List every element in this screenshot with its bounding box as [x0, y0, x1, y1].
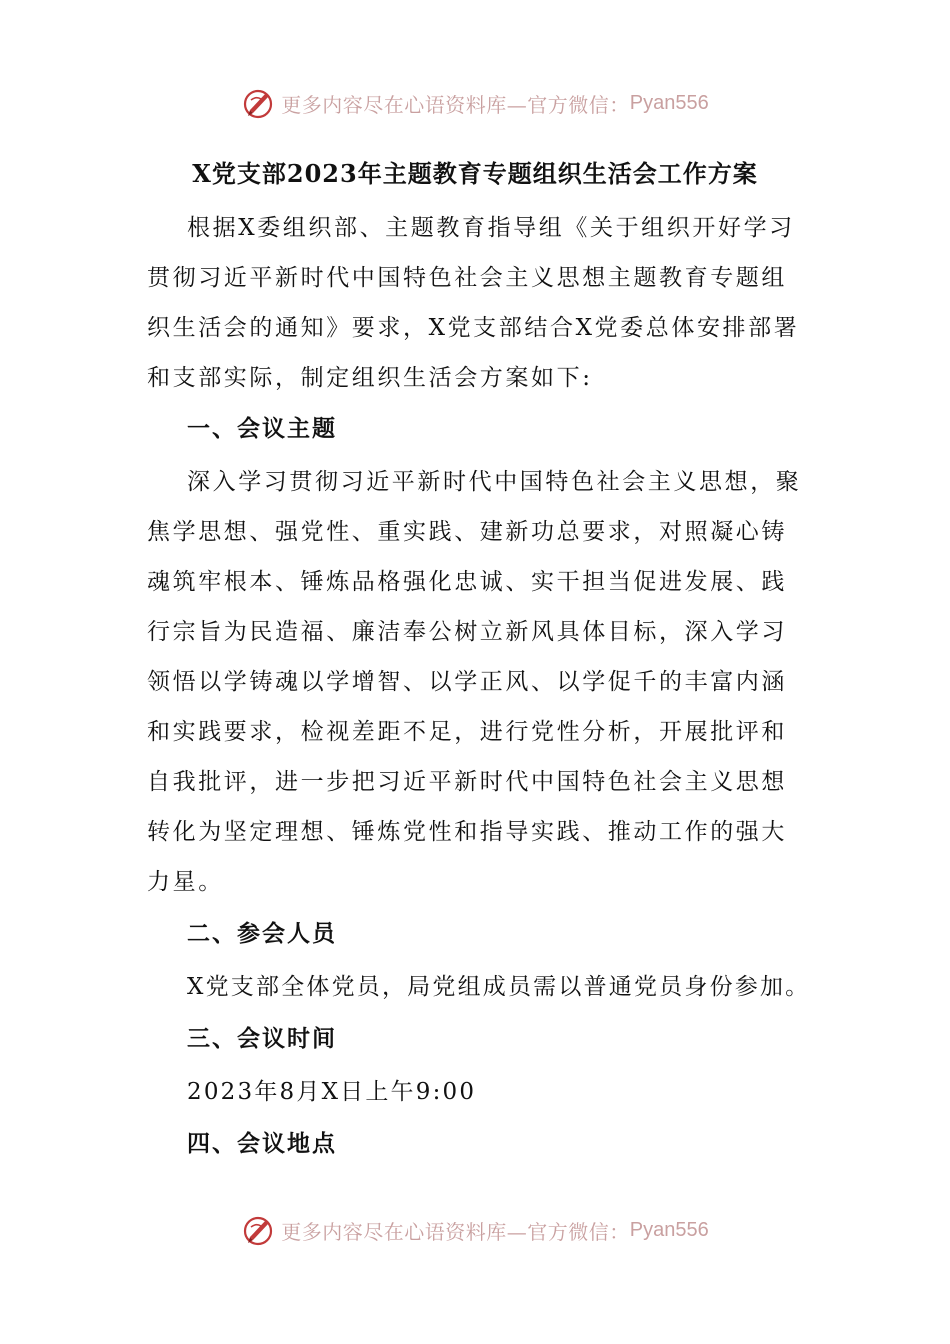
watermark-group: [241, 1213, 708, 1247]
section-heading-time: 三、会议时间: [187, 1025, 337, 1052]
watermark-wechat-id: Pyan556: [629, 91, 709, 114]
watermark-wechat-id: Pyan556: [629, 1218, 709, 1241]
header-watermark: [0, 78, 950, 128]
pen-circle-logo-icon: [241, 1213, 275, 1247]
section-heading-attendees: 二、参会人员: [187, 920, 337, 947]
document-title: X党支部2023年主题教育专题组织生活会工作方案: [192, 159, 758, 188]
intro-paragraph: 根据X委组织部、主题教育指导组《关于组织开好学习贯彻习近平新时代中国特色社会主义思想主题教育专题组织生活会的通知》要求，X党支部结合X党委总体安排部署和支部实际，制定组织生活会方案如下:: [147, 215, 800, 391]
pen-circle-logo-icon: [241, 86, 275, 120]
section-body-time: 2023年8月X日上午9:00: [187, 1079, 477, 1105]
watermark-text: 更多内容尽在心语资料库—官方微信：: [281, 1219, 630, 1244]
section-body-theme: 深入学习贯彻习近平新时代中国特色社会主义思想，聚焦学思想、强党性、重实践、建新功总要求，对照凝心铸魂筑牢根本、锤炼品格强化忠诚、实干担当促进发展、践行宗旨为民造福、廉洁奉公树立新风具体目标，深入学习领悟以学铸魂以学增智、以学正风、以学促千的丰富内涵和实践要求，检视差距不足，进行党性分析，开展批评和自我批评，进一步把习近平新时代中国特色社会主义思想转化为坚定理想、锤炼党性和指导实践、推动工作的强大力星。: [147, 469, 802, 895]
footer-watermark: [0, 1205, 950, 1255]
section-heading-location: 四、会议地点: [187, 1130, 337, 1157]
section-heading-theme: 一、会议主题: [187, 415, 337, 442]
watermark-text: 更多内容尽在心语资料库—官方微信：: [281, 92, 630, 117]
watermark-group: [241, 86, 708, 120]
section-body-attendees: X党支部全体党员，局党组成员需以普通党员身份参加。: [187, 974, 811, 1000]
